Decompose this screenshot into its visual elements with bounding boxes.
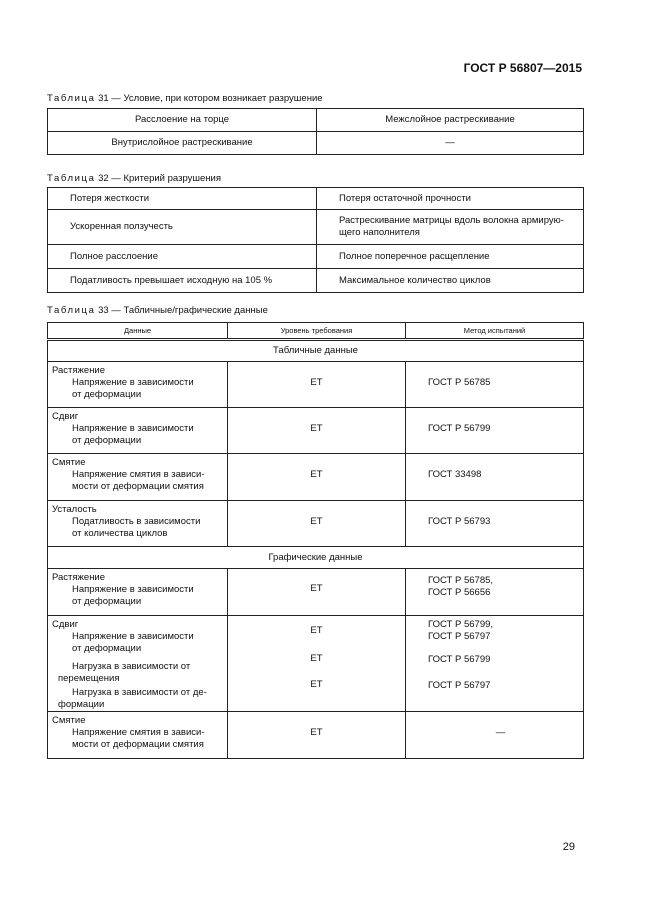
caption-label: Таблица [47, 305, 96, 316]
method-line: ГОСТ Р 56797 [428, 680, 491, 691]
standard-number: ГОСТ Р 56807—2015 [463, 61, 582, 75]
row-name: Сдвиг [52, 411, 79, 422]
method-line: ГОСТ Р 56656 [428, 587, 491, 598]
row-sub: Напряжение смятия в зависи- [72, 727, 205, 738]
method-line: ГОСТ Р 56797 [428, 631, 491, 642]
section-header: Табличные данные [48, 340, 584, 362]
table-cell: Межслойное растрескивание [317, 109, 584, 132]
column-header: Данные [48, 323, 228, 340]
method-cell: ГОСТ Р 56799 [406, 408, 584, 454]
level-value: ЕТ [310, 653, 323, 664]
row-sub: от количества циклов [72, 528, 168, 539]
method-cell: ГОСТ 33498 [406, 454, 584, 501]
level-cell: ЕТ [228, 712, 406, 759]
row-sub: Податливость в зависимости [72, 516, 201, 527]
table-31 [47, 108, 584, 155]
column-header: Метод испытаний [406, 323, 584, 340]
row-sub: от деформации [72, 435, 142, 446]
row-name: Смятие [52, 457, 86, 468]
table-cell: Потеря остаточной прочности [317, 188, 584, 210]
method-cell: — [406, 712, 584, 759]
row-sub: Напряжение в зависимости [72, 584, 194, 595]
table-33 [47, 322, 584, 759]
caption-text: 31 — Условие, при котором возникает разрушение [95, 93, 323, 104]
table-row [48, 362, 584, 408]
row-sub: формации [58, 699, 105, 710]
row-sub: от деформации [72, 596, 142, 607]
section-header: Графические данные [48, 547, 584, 569]
table-31-caption [47, 93, 323, 104]
table-cell: Потеря жесткости [48, 188, 317, 210]
row-sub: от деформации [72, 389, 142, 400]
row-sub: Напряжение в зависимости [72, 631, 194, 642]
row-name: Усталость [52, 504, 97, 515]
caption-text: 33 — Табличные/графические данные [95, 305, 268, 316]
caption-label: Таблица [47, 93, 96, 104]
column-header: Уровень требования [228, 323, 406, 340]
row-sub: Нагрузка в зависимости от [72, 661, 191, 672]
table-cell: Расслоение на торце [48, 109, 317, 132]
table-cell: Податливость превышает исходную на 105 % [48, 269, 317, 293]
row-name: Растяжение [52, 572, 106, 583]
method-cell: ГОСТ Р 56793 [406, 501, 584, 547]
table-cell: — [317, 132, 584, 155]
table-row [48, 501, 584, 547]
row-sub: Напряжение смятия в зависи- [72, 469, 205, 480]
page-number: 29 [562, 841, 575, 853]
level-cell: ЕТ [228, 408, 406, 454]
table-cell: Максимальное количество циклов [317, 269, 584, 293]
method-line: ГОСТ Р 56799, [428, 619, 494, 630]
table-cell: Растрескивание матрицы вдоль волокна армирую-щего наполнителя [317, 210, 584, 245]
table-32-caption [47, 173, 221, 184]
method-cell: ГОСТ Р 56785 [406, 362, 584, 408]
row-sub: перемещения [58, 673, 120, 684]
method-line: ГОСТ Р 56785, [428, 575, 494, 586]
row-sub: Нагрузка в зависимости от де- [72, 687, 207, 698]
table-row [48, 454, 584, 501]
row-sub: мости от деформации смятия [72, 481, 204, 492]
row-sub: Напряжение в зависимости [72, 377, 194, 388]
level-value: ЕТ [310, 679, 323, 690]
row-sub: мости от деформации смятия [72, 739, 204, 750]
table-cell: Ускоренная ползучесть [48, 210, 317, 245]
row-name: Сдвиг [52, 619, 79, 630]
table-row [48, 408, 584, 454]
row-sub: от деформации [72, 643, 142, 654]
table-cell: Внутрислойное растрескивание [48, 132, 317, 155]
table-cell: Полное расслоение [48, 245, 317, 269]
row-name: Смятие [52, 715, 86, 726]
table-cell: Полное поперечное расщепление [317, 245, 584, 269]
table-row [48, 712, 584, 759]
row-sub: Напряжение в зависимости [72, 423, 194, 434]
method-line: ГОСТ Р 56799 [428, 654, 491, 665]
level-cell: ЕТ [228, 569, 406, 616]
level-cell: ЕТ [228, 501, 406, 547]
caption-label: Таблица [47, 173, 96, 184]
level-value: ЕТ [310, 625, 323, 636]
table-33-caption [47, 305, 268, 316]
level-cell: ЕТ [228, 454, 406, 501]
row-name: Растяжение [52, 365, 106, 376]
table-32 [47, 187, 584, 293]
table-row [48, 569, 584, 616]
level-cell: ЕТ [228, 362, 406, 408]
caption-text: 32 — Критерий разрушения [95, 173, 221, 184]
table-row [48, 616, 584, 712]
